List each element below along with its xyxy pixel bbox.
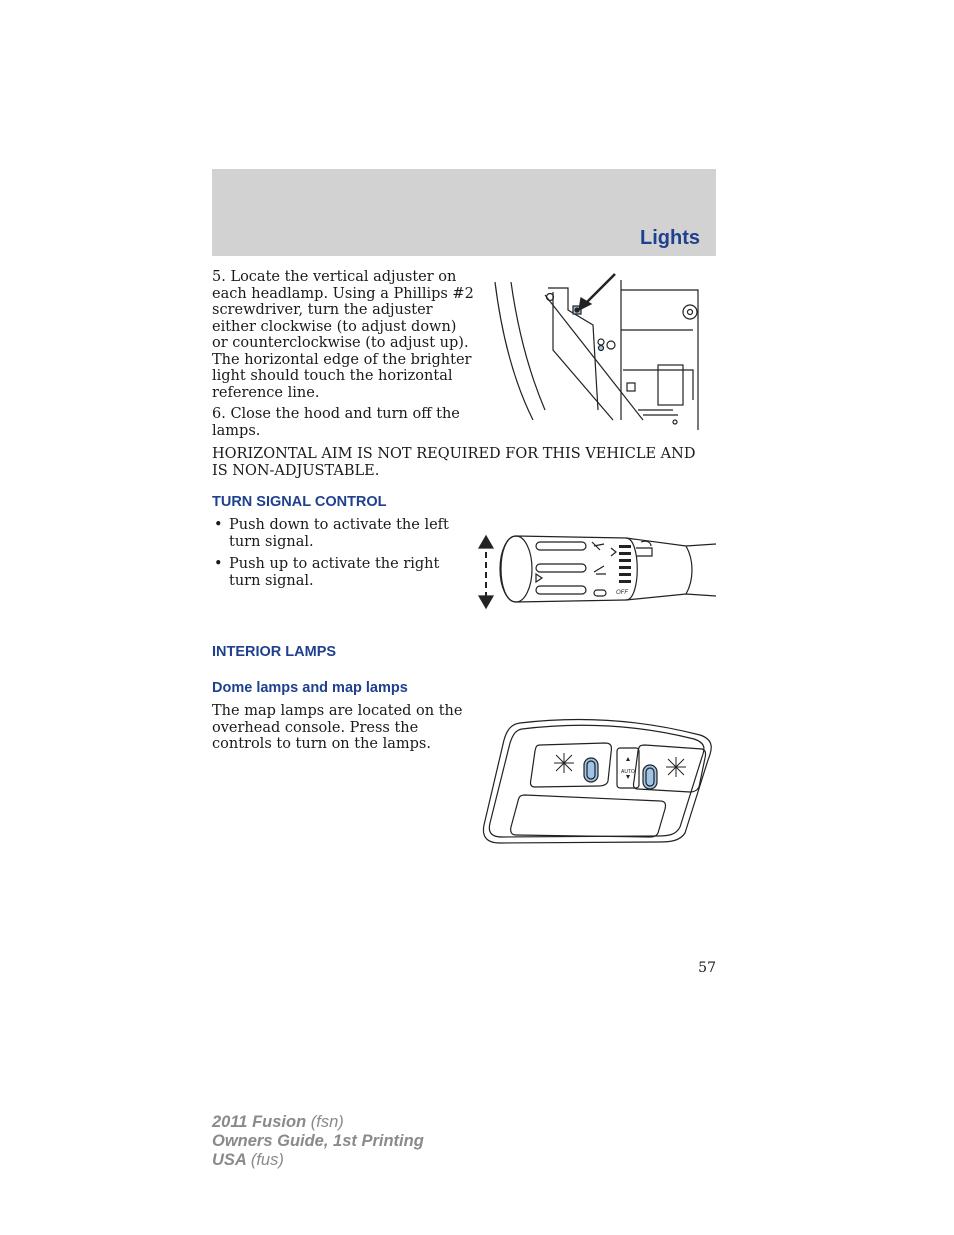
step-5-text: 5. Locate the vertical adjuster on each headlamp. Using a Phillips #2 screwdriver, turn the adjuster either clockwise (to adjust down) or counterclockwise (to adjust up). The horizontal edge of the brighter light should touch the horizontal reference line. <box>212 269 474 401</box>
map-lamp-right-icon <box>666 757 686 777</box>
interior-lamps-heading: INTERIOR LAMPS <box>212 644 337 660</box>
bullet-right-turn: • Push up to activate the right turn signal. <box>212 556 467 589</box>
console-auto-label: AUTO <box>621 769 635 775</box>
headlamp-adjuster-illustration <box>493 270 701 430</box>
footer-model-code: (fsn) <box>310 1113 344 1131</box>
footer-model: 2011 Fusion <box>212 1113 307 1131</box>
footer-print-info <box>212 1113 424 1170</box>
map-lamps-description: The map lamps are located on the overhead console. Press the controls to turn on the lamps. <box>212 703 463 752</box>
footer-market-code: (fus) <box>250 1151 284 1169</box>
dome-map-lamps-subheading: Dome lamps and map lamps <box>212 680 408 696</box>
section-title: Lights <box>640 227 700 249</box>
footer-edition: Owners Guide, 1st Printing <box>212 1132 424 1150</box>
bullet-left-turn: • Push down to activate the left turn signal. <box>212 517 467 550</box>
turn-signal-bullet-list <box>212 517 467 595</box>
overhead-console-illustration <box>480 715 714 845</box>
stalk-off-label: OFF <box>616 590 628 596</box>
section-header-band <box>212 169 716 256</box>
footer-market: USA <box>212 1151 247 1169</box>
step-6-text: 6. Close the hood and turn off the lamps. <box>212 406 460 439</box>
page-number: 57 <box>698 960 716 976</box>
horizontal-aim-note: HORIZONTAL AIM IS NOT REQUIRED FOR THIS VEHICLE AND IS NON-ADJUSTABLE. <box>212 446 696 479</box>
turn-signal-heading: TURN SIGNAL CONTROL <box>212 494 387 510</box>
turn-signal-stalk-illustration <box>476 530 718 614</box>
map-lamp-left-icon <box>554 753 574 773</box>
